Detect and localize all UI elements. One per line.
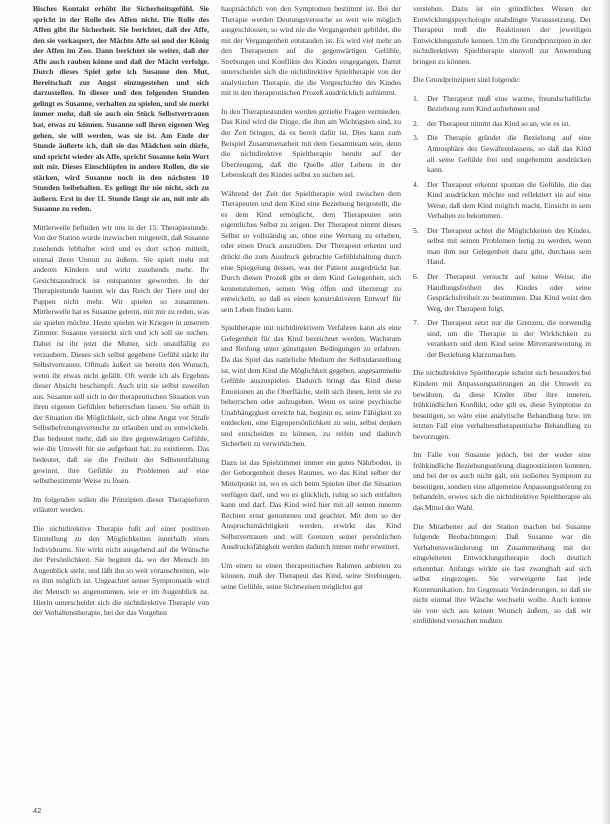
list-number: 7.: [413, 318, 419, 328]
paragraph: Dazu ist das Spielzimmer immer ein gutes Nährboden, in der Geborgenheit dieses Raumes, wo das Kind selber der Mittelpunkt ist, wo es sich beim Spielen über die Situation verfügen darf, und wo es glücklich, ruhig so sich entfalten kann und darf. Das Kind wird hier mit all seinen inneren Rechten ernst genommen und geachtet. Mit dem so der Anspruchsmächtigkeit werden, erwirkt das Kind Selbstvertrauen und will Grenzen seiner persönlichen Ausdrucksfähigkeit werden dadurch immer mehr erweitert.: [221, 457, 401, 552]
list-item-text: Der Therapeut erkennt spontan die Gefühle, die das Kind ausdrücken möchte und reflektiert sie auf eine Weise, daß dem Kind möglich macht, Einsicht in sein Verhalten zu bekommen.: [427, 179, 591, 221]
page-number: 42: [33, 806, 42, 815]
list-item: [413, 179, 591, 222]
paragraph: Die nichtdirektive Therapie fußt auf einer positiven Einstellung zu den Möglichkeiten innerhalb eines Individuums. Sie wirkt nicht ausgehend auf die Wünsche der Persönlichkeit. Sie beginnt da, wo der Mensch im Augenblick steht, und läßt ihn so weit voranschreiten, wie es ihm möglich ist. Ungeachtet seiner Symptomatik wird der Mensch so angenommen, wie er im Augenblick ist. Hierin unterscheidet sich die nichtdirektive Therapie von der Verhaltenstherapie, bei der das Vorgehen: [33, 523, 209, 618]
list-heading: Die Grundprinzipien sind folgende:: [413, 75, 521, 85]
list-item-text: der Therapeut nimmt das Kind so an, wie es ist.: [427, 118, 571, 128]
list-item-text: Der Therapeut versucht auf keine Weise, die Handlungsfreiheit des Kindes oder seine Gesprächsfreiheit zu bestimmen. Das Kind weist den Weg, der Therapeut folgt.: [427, 272, 591, 313]
paragraph: Im folgenden sollen die Prinzipien dieser Therapieform erläutert werden.: [33, 494, 209, 515]
paragraph: Während der Zeit der Spieltherapie wird zwischen dem Therapeuten und dem Kind eine Beziehung hergestellt, die es dem Kind ermöglicht, dem Therapeuten sein eigentliches Selbst zu zeigen. Der Therapeut nimmt dieses Selbst so vollständig an, ohne eine Wertung zu erheben, oder einen Druck auszuüben. Der Therapeut erkennt und drückt die zum Ausdruck gebrachte Gefühlshaltung durch eine Spiegelung dessen, was der Patient ausgedrückt hat. Durch diesen Prozeß gibt er dem Kind Gelegenheit, sich kennenzulernen, seinen Weg offen und überzeugt zu entwickeln, so daß es einen konstruktiveren Entwurf für sein Leben finden kann.: [221, 188, 401, 314]
paragraph: Spieltherapie mit nichtdirektivem Verfahren kann als eine Gelegenheit für das Kind bezeichnet werden, Wachstum und Reifung unter günstigsten Bedingungen zu erfahren. Da das Spiel das natürliche Medium der Selbstdarstellung ist, wird dem Kind die Möglichkeit gegeben, angesammelte Gefühle auszuspielen. Dadurch bringt das Kind diese Emotionen an die Oberfläche, stellt sich ihnen, lernt sie zu beherrschen oder aufzugeben. Wenn es seine psychische Unabhängigkeit erreicht hat, beginnt es, seine Fähigkeit zu entdecken, eine Eigenpersönlichkeit zu sein, selbst denken und entscheiden zu können, zu reifen und dadurch Sicherheit zu verwirklichen.: [221, 323, 401, 449]
paragraph: Die nichtdirektive Spieltherapie scheint sich besonders bei Kindern mit Anpassungsstörungen an die Umwelt zu bewähren, da diese Kinder über ihre inneren, frühkindlichen Konflikt, oder gilt es, diese Symptome zu beseitigen, so wäre eine analytische Behandlung bzw. im letzten Fall eine verhaltenstherapeutische Behandlung zu bevorzugen.: [413, 368, 591, 441]
list-item: [413, 118, 591, 130]
paragraph: Bisches Kontakt erhöht ihr Sicherheitsgefühl. Sie spricht in der Rolle des Affen nicht. Die Rolle des Affen gibt ihr Sicherheit. Sie berichtet, daß der Affe, den sie vorkaspert, der Mächte Affe sei und der König der Affen im Zoo. Dann berichtet sie weiter, daß der Affe auch rauben könne und daß der Mächt verfolge. Durch dieses Spiel gebe ich Susanne den Mut, Bereitschaft zur Angst einzugestehen und sich darzustellen. In dieser und den folgenden Stunden gelingt es Susanne, verhalten zu spielen, und sie merkt immer mehr, daß sie auch ein Stück Selbstvertrauen hat, etwas zu können. Susanne soll ihren eigenen Weg gehen, sie will werden, was sie ist. Am Ende der Stunde äußerte ich, daß sie das Mädchen sein dürfe, und spricht wieder als Affe, spricht Susanne kein Wort mit mir. Dieses Einschlüpfen in andere Rollen, die sie stärken, wird Susanne noch in den nächsten 10 Stunden beibehalten. Es gelingt ihr nie nicht, sich zu äußern. Erst in der 11. Stunde fängt sie an, mit mir als Susanne zu reden.: [33, 4, 209, 214]
list-item-text: Der Therapeut setzt nur die Grenzen, die notwendig sind, um die Therapie in der Wirklichkeit zu verankern und dem Kind seine Mitverantwortung in der Beziehung klarzumachen.: [427, 318, 591, 359]
paragraph: Mittlerweile befinden wir uns in der 15. Therapiestunde. Von der Station wurde inzwischen mitgeteilt, daß Susanne zusehends lebhafter wird und es dort schon mitteilt, einmal ihren Unmut zu äußern. Sie spielt mehr mit anderen Kindern und wirkt zusehends mehr. Ihr Gesichtsausdruck ist entspannter geworden. In der Therapiestunde bauten wir das Reich der Tiere und der Puppen nicht mehr. Wir spielen so zusammen. Mittlerweile hat es Susanne gelernt, mit mir zu reden, was sie spielen möchte. Heute spielen wir Kriegen in unserem Zimmer. Susanne versteckt sich und ich soll sie suchen. Dabei ist ihr jetzt die Mutter, sich unauffällig zu verzaubern. Dieses sich selbst gegebene Gefühl stärkt ihr Selbstvertrauen. Oftmals äußert sie bereits den Wunsch, wenn ihr etwas nicht gefällt. Oft werde ich als Ergebnis dieser Absicht beschimpft. Auch tritt sie selbst zuweilen aus. Susanne soll sich in der therapeutischen Situation von ihren eigenen Gefühlen beherrschen lassen. Sie erhält in der Situation die Möglichkeit, sich ohne Angst vor Strafe Selbstbefreiungsversuche zu erlauben und zu entwickeln. Das bedeutet mehr, daß sie ihre gegenwärtigen Gefühle, wie die Umwelt für sie aufgebaut hat, zu existieren. Das bedeutet, daß sie die Freiheit der Selbstentfaltung gewinnt, ihre Gefühle zu Problemen auf eine selbstbestimmte Weise zu lösen.: [33, 222, 209, 486]
list-item: [413, 272, 591, 314]
list-item: [413, 93, 591, 115]
principles-list: [413, 94, 591, 361]
text-column-left: [33, 4, 209, 804]
list-item-text: Der Therapeut muß eine warme, freundschaftliche Beziehung zum Kind aufnehmen und: [427, 93, 591, 114]
list-number: 2.: [413, 118, 419, 128]
scan-edge-shadow: [601, 0, 610, 824]
list-number: 6.: [413, 272, 419, 282]
list-item: [413, 318, 591, 360]
list-number: 5.: [413, 225, 419, 235]
list-number: 3.: [413, 133, 419, 143]
paragraph: hauptsächlich von den Symptomen bestimmt ist. Bei der Therapie werden Deutungsversuche so weit wie möglich ausgeschlossen, so wird nie die Vergangenheit gebildet, die mit der Vergangenheit entstanden ist. Es wird viel mehr an den Therapeuten auf die gegenwärtigen Gefühle, Strebungen und Konflikte des Kindes eingegangen. Damit unterscheidet sich die nichtdirektive Spieltherapie von der analytischen Therapie, die die Vorgeschichte des Kindes mit in den therapeutischen Prozeß ausdrücklich aufnimmt.: [221, 4, 401, 98]
paragraph: Die Mitarbeiter auf der Station machen bei Susanne folgende Beobachtungen: Daß Susanne war die Verhaltensveränderung im Zusammenhang mit der eingeleiteten Entwicklungstherapie doch deutlich erkennbar. Anfangs wirkte sie fast zwanghaft auf sich selbst eingezogen. Sie verweigerte fast jede Kommunikation. Im Gegensatz Veränderungen, so daß sie nicht einmal ihre Wäsche wechseln wollte. Auch konnte sie von sich aus keinen Wunsch äußern, so daß wir einfühlend versuchen mußten: [413, 521, 591, 626]
paragraph: In den Therapiestunden werden gezielte Fragen vermieden. Das Kind wird die Dinge, die ihm am Wichtigsten sind, zu der Zeit bringen, da es bereit dafür ist. Dies kann zum Beispiel Zusammenarbeit mit dem Gesamtteam sein, denn die nichtdirektive Spieltherapie beruht auf der Überzeugung, daß die Quelle aller Lebens in der Lebenskraft des Kindes selbst zu suchen sei.: [221, 106, 401, 180]
text-column-right: [413, 4, 591, 816]
list-item-text: Die Therapie gründet die Beziehung auf eine Atmosphäre des Gewährenlassens, so daß das Kind all seine Gefühle frei und ungehemmt ausdrücken kann.: [427, 133, 591, 175]
list-item-text: Der Therapeut achtet die Möglichkeiten des Kindes, selbst mit seinen Problemen fertig zu werden, wenn man ihm nur Gelegenheit dazu gibt, durchaus sein Hand.: [427, 225, 591, 267]
list-number: 4.: [413, 179, 419, 189]
paragraph: Um einen so einen therapeutischen Rahmen anbieten zu können, muß der Therapeut das Kind, seine Strebungen, seine Gefühle, seine Sichtweisen möglichst gut: [221, 560, 401, 591]
paragraph: verstehen. Dazu ist ein gründliches Wissen der Entwicklungspsychologie unabdingte Voraussetzung. Der Therapeut muß die Reaktionen der jeweiligen Entwicklungsstufe kennen. Um die Grundprinzipien in der nichtdirektiven Spieltherapie sinnvoll zur Anwendung bringen zu können.: [413, 4, 591, 66]
list-number: 1.: [413, 93, 419, 103]
text-column-middle: [221, 4, 401, 814]
paragraph: Im Falle von Susanne jedoch, bei der weder eine frühkindliche Beziehungsstörung diagnostizieren konnten, und bei der es auch nicht galt, ein isoliertes Symptom zu beseitigen, sondern eine allgemeine Anpassungsstörung zu behandeln, erwies sich die nichtdirektive Spieltherapie als das Mittel der Wahl.: [413, 450, 591, 512]
list-item: [413, 133, 591, 175]
list-item: [413, 225, 591, 268]
